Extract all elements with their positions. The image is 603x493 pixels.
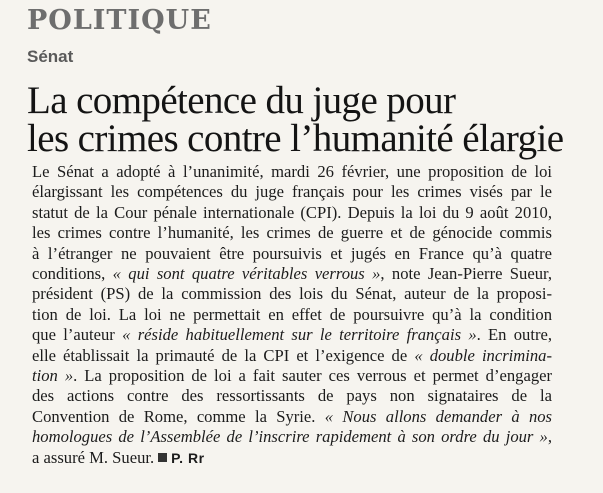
headline [27,79,587,160]
body-line [32,366,552,386]
body-line: statut de la Cour pénale internationale (CPI). Depuis la loi du 9 août 2010, [32,202,552,222]
body-text: que l’auteur [32,325,115,345]
body-text: . La proposition de loi a fait sauter ces verrous et permet d’engager [73,366,553,386]
quote: « qui sont quatre véritables verrous » [112,264,381,284]
headline-line-1: La compétence du juge pour [27,79,456,122]
body-text: conditions, [32,264,106,284]
body-line: tion de loi. La loi ne permettait en effet de poursuivre qu’à la condition [32,304,552,324]
body-line [32,427,552,447]
body-line: Le Sénat a adopté à l’unanimité, mardi 26 février, une proposition de loi [32,162,552,181]
body-line: à l’étranger ne pouvaient être poursuivis et jugés en France qu’à quatre [32,243,552,263]
body-text: , note Jean-Pierre Sueur, [380,264,553,284]
body-text: . En outre, [476,325,552,345]
author-signature: P. Rr [171,449,205,466]
section-subrubric: Sénat [27,47,74,66]
quote: « réside habituellement sur le territoire français » [122,325,477,345]
body-text: a assuré M. Sueur. [32,447,155,467]
body-text: Convention de Rome, comme la Syrie. [32,406,316,426]
end-mark-icon [158,453,167,462]
quote: tion » [32,366,74,386]
body-line: les crimes contre l’humanité, les crimes de guerre et de génocide commis [32,223,552,243]
headline-line-2: les crimes contre l’humanité élargie [27,117,564,160]
body-line: des actions contre des ressortissants de pays non signataires de la [32,386,552,406]
section-rubric: POLITIQUE [27,5,212,36]
article-body [32,162,552,468]
body-line [32,346,552,366]
quote: « Nous allons demander à nos [324,406,552,426]
body-line [32,264,552,284]
body-line [32,448,552,468]
body-text: , [547,427,552,447]
body-line [32,407,552,427]
body-line: élargissant les compétences du juge français pour les crimes visés par le [32,182,552,202]
quote: « double incrimina- [414,345,552,365]
body-line [32,325,552,345]
body-text: elle établissait la primauté de la CPI et l’exigence de [32,345,408,365]
quote: homologues de l’Assemblée de l’inscrire rapidement à son ordre du jour » [32,427,548,447]
body-line: président (PS) de la commission des lois du Sénat, auteur de la proposi- [32,284,552,304]
